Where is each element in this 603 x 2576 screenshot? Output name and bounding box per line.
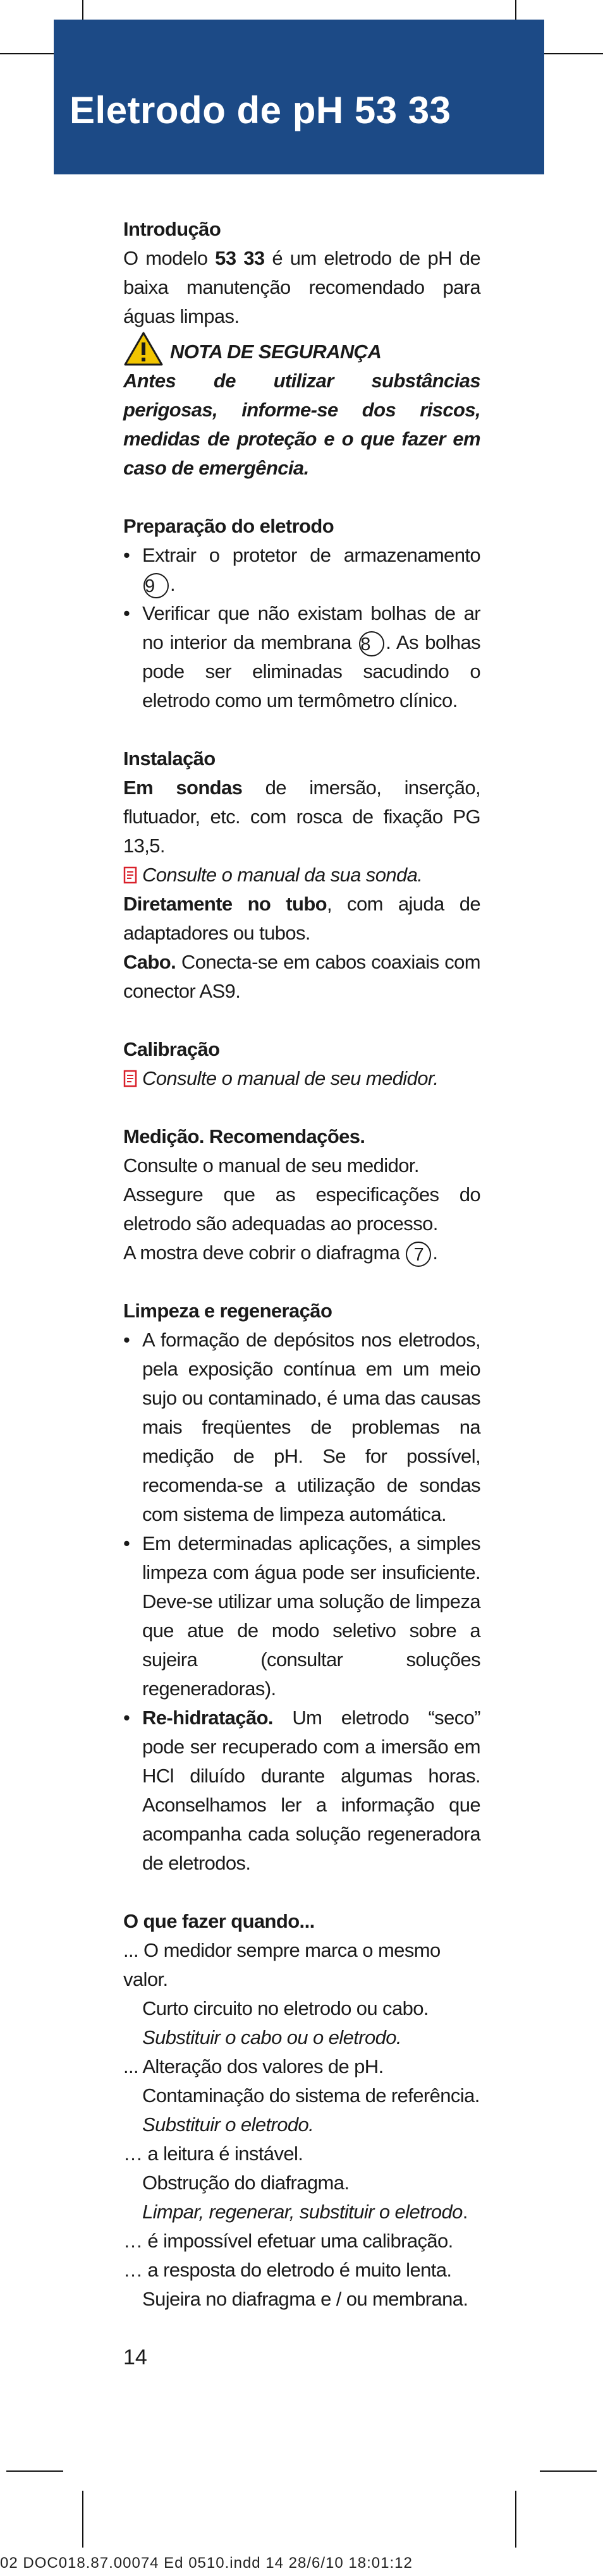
manual-reference-icon xyxy=(123,1070,137,1087)
pipe-text: , com ajuda de adaptadores ou tubos. xyxy=(123,893,480,944)
cause: Contaminação do sistema de referência. xyxy=(142,2084,480,2107)
measurement-line-text: A mostra deve cobrir o diafragma xyxy=(123,1242,405,1264)
crop-mark xyxy=(82,2491,83,2548)
meter-manual-text: Consulte o manual de seu medidor. xyxy=(142,1067,439,1089)
symptom: … é impossível efetuar uma calibração. xyxy=(123,2230,453,2252)
cleaning-list xyxy=(123,1326,480,1878)
list-item xyxy=(123,541,480,599)
list-item-text: Extrair o protetor de armazenamento xyxy=(142,544,480,566)
safety-text: Antes de utilizar substâncias perigosas, informe-se dos riscos, medidas de proteção e o que fazer em caso de emergência. xyxy=(123,370,480,479)
list-item-end: . xyxy=(170,573,176,595)
cause: Curto circuito no eletrodo ou cabo. xyxy=(142,1997,429,2019)
print-slug: 02 DOC018.87.00074 Ed 0510.indd 14 28/6/10 18:01:12 xyxy=(0,2555,413,2572)
list-item xyxy=(123,1703,480,1878)
installation-cable xyxy=(123,948,480,1006)
reference-number: 8 xyxy=(359,631,384,656)
crop-mark xyxy=(540,53,603,54)
crop-mark xyxy=(6,2470,63,2472)
cable-text: Conecta-se em cabos coaxiais com conector AS9. xyxy=(123,951,480,1002)
model-number: 53 33 xyxy=(215,247,265,269)
page-title: Eletrodo de pH 53 33 xyxy=(70,89,451,131)
calibration-section xyxy=(123,1035,480,1093)
action: Substituir o cabo ou o eletrodo. xyxy=(142,2026,401,2048)
safety-title-row xyxy=(123,331,480,366)
list-item: • Em determinadas aplicações, a simples limpeza com água pode ser insuficiente. Deve-se utilizar uma solução de limpeza que atue de modo seletivo sobre a sujeira (consultar soluções regeneradoras). xyxy=(123,1529,480,1703)
document-body xyxy=(123,215,480,2314)
symptom: ... Alteração dos valores de pH. xyxy=(123,2055,384,2077)
pipe-label: Diretamente no tubo xyxy=(123,893,327,915)
preparation-list xyxy=(123,541,480,715)
safety-title: NOTA DE SEGURANÇA xyxy=(170,341,382,363)
safety-note xyxy=(123,331,480,483)
rehydration-label: Re-hidratação. xyxy=(142,1707,273,1729)
cause: Obstrução do diafragma. xyxy=(142,2172,350,2194)
intro-heading: Introdução xyxy=(123,218,221,240)
probes-label: Em sondas xyxy=(123,777,243,799)
rehydration-text: Um eletrodo “seco” pode ser recuperado com a imersão em HCl diluído durante algumas horas. Aconselhamos ler a informação que acompanha cada solução regeneradora de eletrodos. xyxy=(142,1707,480,1874)
list-item: • A formação de depósitos nos eletrodos, pela exposição contínua em um meio sujo ou contaminado, é uma das causas mais freqüentes de problemas na medição de pH. Se for possível, recomenda-se a utilização de sondas com sistema de limpeza automática. xyxy=(123,1326,480,1529)
cable-label: Cabo. xyxy=(123,951,176,973)
reference-number: 9 xyxy=(143,573,169,598)
installation-section xyxy=(123,744,480,1006)
probe-manual-text: Consulte o manual da sua sonda. xyxy=(142,864,423,886)
action-end: . xyxy=(462,2201,468,2223)
measurement-heading: Medição. Recomendações. xyxy=(123,1125,365,1147)
installation-heading: Instalação xyxy=(123,747,216,770)
troubleshooting-section xyxy=(123,1907,480,2314)
crop-mark xyxy=(515,2491,516,2548)
installation-pipe xyxy=(123,890,480,948)
probe-manual-reference xyxy=(123,861,480,890)
troubleshooting-heading: O que fazer quando... xyxy=(123,1910,315,1932)
intro-text xyxy=(123,244,480,331)
symptom: ... O medidor sempre marca o mesmo valor. xyxy=(123,1939,441,1990)
measurement-line xyxy=(123,1238,480,1267)
action-text: Limpar, regenerar, substituir o eletrodo xyxy=(142,2201,463,2223)
calibration-heading: Calibração xyxy=(123,1038,220,1060)
cause: Sujeira no diafragma e / ou membrana. xyxy=(142,2288,468,2310)
list-item-end: . As bolhas pode ser eliminadas sacudindo o eletrodo como um termômetro clínico. xyxy=(142,631,480,711)
preparation-section xyxy=(123,512,480,715)
warning-triangle-icon xyxy=(123,331,164,366)
measurement-line: Assegure que as especificações do eletrodo são adequadas ao processo. xyxy=(123,1183,480,1235)
reference-number: 7 xyxy=(406,1242,431,1267)
list-item-text: Verificar que não existam bolhas de ar no interior da membrana xyxy=(142,602,480,653)
meter-manual-reference xyxy=(123,1064,480,1093)
list-item xyxy=(123,599,480,715)
manual-reference-icon xyxy=(123,866,137,884)
measurement-line-end: . xyxy=(432,1242,438,1264)
measurement-section xyxy=(123,1122,480,1267)
symptom: … a resposta do eletrodo é muito lenta. xyxy=(123,2259,452,2281)
intro-text-start: O modelo xyxy=(123,247,216,269)
crop-mark xyxy=(540,2470,597,2472)
action: Substituir o eletrodo. xyxy=(142,2113,314,2136)
preparation-heading: Preparação do eletrodo xyxy=(123,515,334,537)
symptom: … a leitura é instável. xyxy=(123,2143,303,2165)
probes-text: de imersão, inserção, flutuador, etc. com rosca de fixação PG 13,5. xyxy=(123,777,480,857)
cleaning-section xyxy=(123,1297,480,1878)
intro-section xyxy=(123,215,480,331)
intro-text-end: é um eletrodo de pH de baixa manutenção recomendado para águas limpas. xyxy=(123,247,480,327)
page-number: 14 xyxy=(123,2345,147,2369)
cleaning-heading: Limpeza e regeneração xyxy=(123,1300,332,1322)
installation-probes xyxy=(123,773,480,861)
action xyxy=(123,2198,480,2227)
measurement-line: Consulte o manual de seu medidor. xyxy=(123,1154,419,1176)
